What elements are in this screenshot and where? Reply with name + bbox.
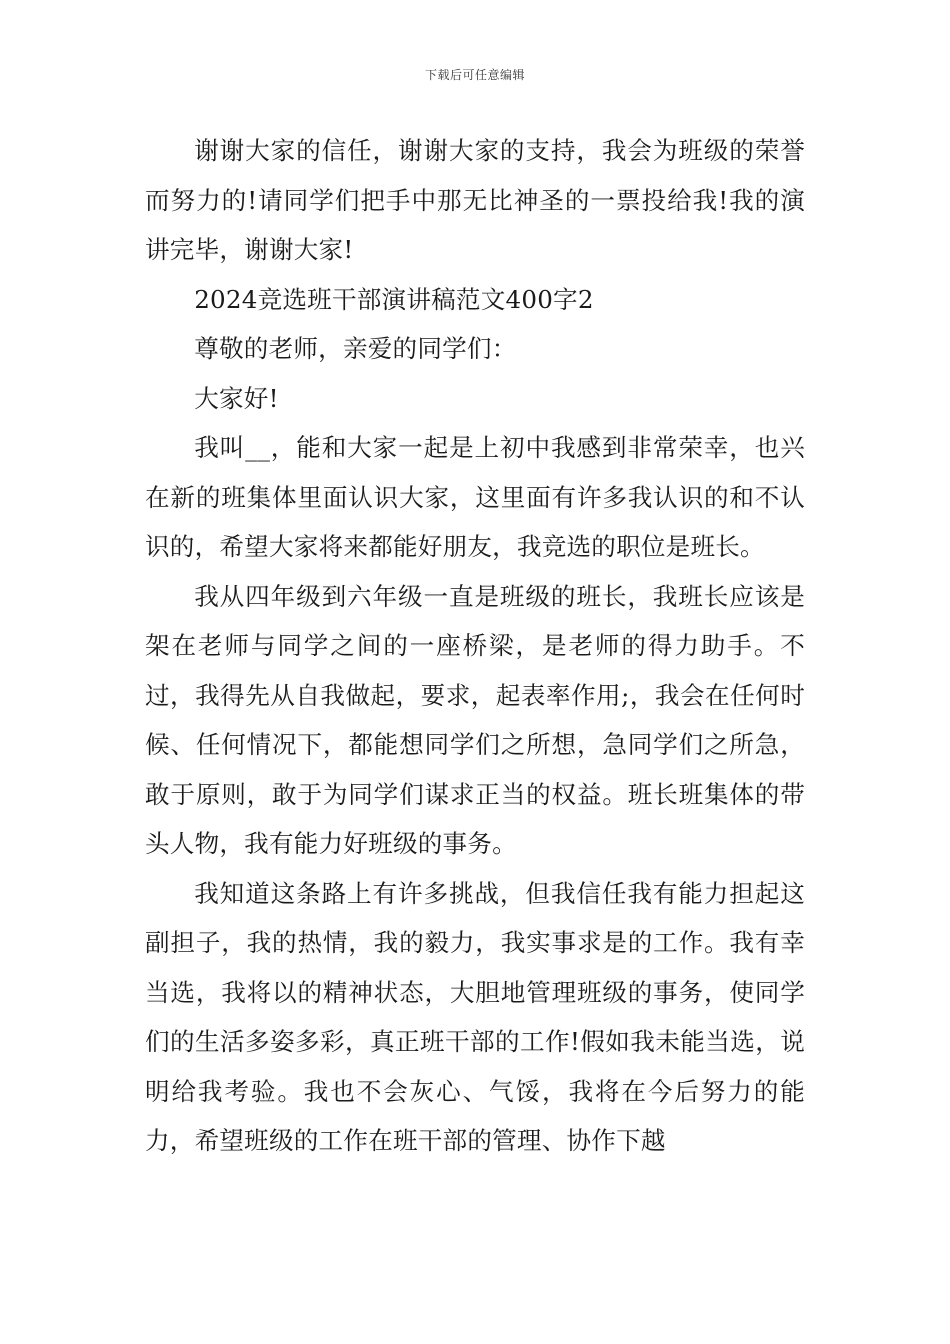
paragraph-experience: 我从四年级到六年级一直是班级的班长，我班长应该是架在老师与同学之间的一座桥梁，是老师的得力助手。不过，我得先从自我做起，要求，起表率作用;，我会在任何时候、任何情况下，都能想同学们之所想，急同学们之所急，敢于原则，敢于为同学们谋求正当的权益。班长班集体的带头人物，我有能力好班级的事务。 xyxy=(145,581,805,858)
paragraph-closing-thanks: 谢谢大家的信任，谢谢大家的支持，我会为班级的荣誉而努力的!请同学们把手中那无比神圣的一票投给我!我的演讲完毕，谢谢大家! xyxy=(145,136,805,264)
paragraph-commitment: 我知道这条路上有许多挑战，但我信任我有能力担起这副担子，我的热情，我的毅力，我实事求是的工作。我有幸当选，我将以的精神状态，大胆地管理班级的事务，使同学们的生活多姿多彩，真正班干部的工作!假如我未能当选，说明给我考验。我也不会灰心、气馁，我将在今后努力的能力，希望班级的工作在班干部的管理、协作下越 xyxy=(145,878,805,1155)
paragraph-article-title: 2024竞选班干部演讲稿范文400字2 xyxy=(194,284,594,314)
document-body xyxy=(145,126,805,1166)
page-header: 下载后可任意编辑 xyxy=(424,68,525,82)
paragraph-introduction: 我叫__，能和大家一起是上初中我感到非常荣幸，也兴在新的班集体里面认识大家，这里面有许多我认识的和不认识的，希望大家将来都能好朋友，我竞选的职位是班长。 xyxy=(145,433,805,561)
paragraph-salutation: 尊敬的老师，亲爱的同学们： xyxy=(194,334,517,363)
paragraph-greeting: 大家好! xyxy=(194,383,279,413)
